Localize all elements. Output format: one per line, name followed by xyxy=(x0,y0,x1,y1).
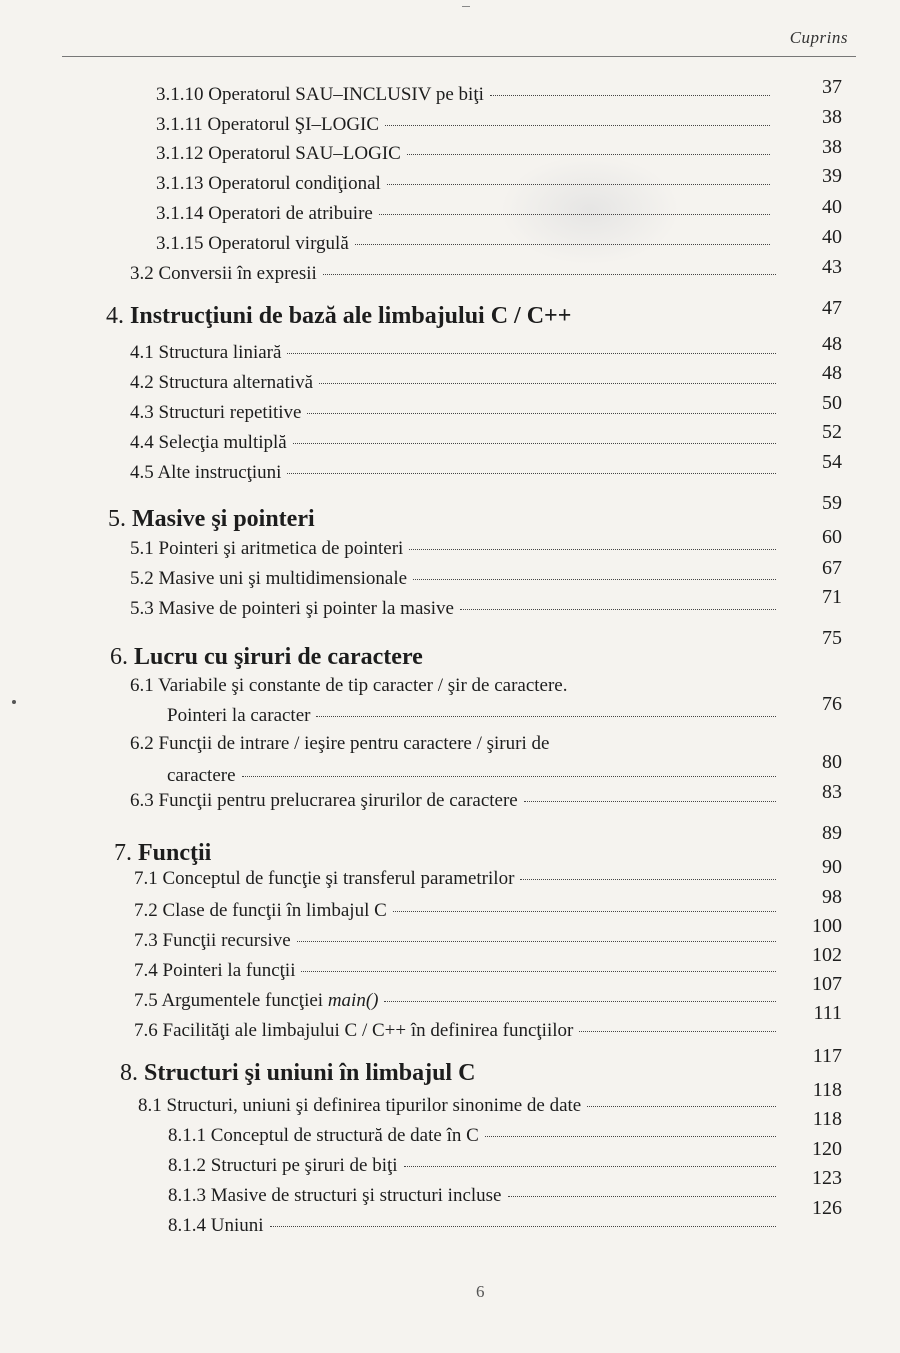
leader-dots xyxy=(385,125,770,126)
toc-entry-label: caractere xyxy=(167,765,236,786)
toc-page-number: 117 xyxy=(812,1045,842,1067)
toc-entry xyxy=(156,143,776,165)
toc-entry-label: 8.1 Structuri, uniuni şi definirea tipurilor sinonime de date xyxy=(138,1095,582,1116)
leader-dots xyxy=(355,244,770,245)
toc-entry-label: 3.1.11 Operatorul ŞI–LOGIC xyxy=(156,114,380,135)
leader-dots xyxy=(293,443,776,444)
chapter-number: 8. xyxy=(120,1060,138,1086)
toc-chapter xyxy=(110,644,423,671)
toc-page-number: 50 xyxy=(822,392,842,414)
leader-dots xyxy=(316,716,776,717)
leader-dots xyxy=(407,154,770,155)
toc-entry xyxy=(156,84,776,106)
toc-entry-label: 7.3 Funcţii recursive xyxy=(134,930,291,951)
leader-dots xyxy=(379,214,770,215)
leader-dots xyxy=(270,1226,776,1227)
toc-entry-label: 7.5 Argumentele funcţiei xyxy=(134,990,324,1011)
toc-entry xyxy=(167,705,782,727)
toc-page-number: 80 xyxy=(822,751,842,773)
toc-page-number: 83 xyxy=(822,781,842,803)
page-number-footer: 6 xyxy=(476,1282,485,1301)
toc-page-number: 123 xyxy=(812,1167,842,1189)
toc-entry xyxy=(168,1185,782,1207)
toc-page-number: 43 xyxy=(822,256,842,278)
toc-entry xyxy=(168,1155,782,1177)
leader-dots xyxy=(297,941,776,942)
leader-dots xyxy=(384,1001,776,1002)
chapter-title: Instrucţiuni de bază ale limbajului C / C++ xyxy=(130,303,572,329)
toc-page-number: 118 xyxy=(812,1108,842,1130)
toc-entry xyxy=(130,733,549,755)
toc-entry xyxy=(130,342,782,364)
leader-dots xyxy=(287,473,776,474)
leader-dots xyxy=(242,776,776,777)
toc-entry xyxy=(130,462,782,484)
toc-page-number: 48 xyxy=(822,362,842,384)
toc-page-number: 40 xyxy=(822,196,842,218)
chapter-title: Funcţii xyxy=(138,840,212,866)
toc-entry-label: 4.5 Alte instrucţiuni xyxy=(130,462,282,483)
toc-entry xyxy=(138,1095,782,1117)
toc-entry xyxy=(130,432,782,454)
leader-dots xyxy=(587,1106,776,1107)
toc-entry-label: 6.1 Variabile şi constante de tip caracter / şir de caractere. xyxy=(130,675,568,696)
leader-dots xyxy=(301,971,776,972)
toc-entry-label: 7.1 Conceptul de funcţie şi transferul parametrilor xyxy=(134,868,515,889)
toc-entry-label: 5.3 Masive de pointeri şi pointer la masive xyxy=(130,598,454,619)
toc-entry-label: 6.3 Funcţii pentru prelucrarea şirurilor de caractere xyxy=(130,790,518,811)
toc-entry-label: 6.2 Funcţii de intrare / ieşire pentru caractere / şiruri de xyxy=(130,733,550,754)
toc-page-number: 118 xyxy=(812,1079,842,1101)
toc-page-number: 37 xyxy=(822,76,842,98)
leader-dots xyxy=(524,801,776,802)
toc-entry-label: Pointeri la caracter xyxy=(167,705,311,726)
toc-entry-label: 8.1.3 Masive de structuri şi structuri incluse xyxy=(168,1185,502,1206)
leader-dots xyxy=(307,413,776,414)
toc-page-number: 38 xyxy=(822,106,842,128)
toc-chapter xyxy=(120,1060,475,1087)
toc-page-number: 100 xyxy=(812,915,842,937)
toc-chapter xyxy=(114,840,211,867)
toc-page-number: 89 xyxy=(822,822,842,844)
toc-page-number: 48 xyxy=(822,333,842,355)
chapter-number: 7. xyxy=(114,840,132,866)
toc-entry-label: 5.2 Masive uni şi multidimensionale xyxy=(130,568,408,589)
toc-chapter xyxy=(106,303,571,330)
toc-entry xyxy=(168,1125,782,1147)
toc-entry xyxy=(130,675,568,697)
toc-entry xyxy=(134,1020,782,1042)
toc-page-number: 107 xyxy=(812,973,842,995)
toc-entry-label: 3.1.15 Operatorul virgulă xyxy=(156,233,349,254)
toc-entry-label: 4.3 Structuri repetitive xyxy=(130,402,302,423)
toc-entry-label: 3.1.12 Operatorul SAU–LOGIC xyxy=(156,143,401,164)
toc-page-number: 54 xyxy=(822,451,842,473)
leader-dots xyxy=(409,549,776,550)
toc-page-number: 52 xyxy=(822,421,842,443)
toc-page-number: 39 xyxy=(822,165,842,187)
toc-entry-label: 3.1.13 Operatorul condiţional xyxy=(156,173,381,194)
toc-entry xyxy=(134,900,782,922)
toc-chapter xyxy=(108,506,315,533)
leader-dots xyxy=(287,353,776,354)
toc-entry xyxy=(168,1215,782,1237)
toc-entry xyxy=(130,790,782,812)
toc-entry-label: 5.1 Pointeri şi aritmetica de pointeri xyxy=(130,538,404,559)
chapter-number: 4. xyxy=(106,303,124,329)
leader-dots xyxy=(485,1136,776,1137)
toc-entry xyxy=(130,568,782,590)
toc-entry xyxy=(156,203,776,225)
toc-entry-label: 7.4 Pointeri la funcţii xyxy=(134,960,296,981)
chapter-title: Lucru cu şiruri de caractere xyxy=(134,644,423,670)
toc-page-number: 102 xyxy=(812,944,842,966)
chapter-number: 5. xyxy=(108,506,126,532)
toc-entry-label: 4.2 Structura alternativă xyxy=(130,372,314,393)
leader-dots xyxy=(520,879,776,880)
toc-page-number: 67 xyxy=(822,557,842,579)
toc-page-number: 111 xyxy=(813,1002,842,1024)
leader-dots xyxy=(490,95,770,96)
toc-page-number: 59 xyxy=(822,492,842,514)
toc-entry-label: 8.1.1 Conceptul de structură de date în C xyxy=(168,1125,479,1146)
toc-entry xyxy=(130,372,782,394)
toc-page-number: 38 xyxy=(822,136,842,158)
toc-entry xyxy=(156,114,776,136)
toc-entry xyxy=(134,930,782,952)
toc-entry xyxy=(130,402,782,424)
toc-entry-label-italic: main() xyxy=(327,990,379,1011)
toc-page-number: 47 xyxy=(822,297,842,319)
toc-entry xyxy=(130,598,782,620)
toc-page-number: 60 xyxy=(822,526,842,548)
toc-page-number: 75 xyxy=(822,627,842,649)
toc-entry-label: 3.1.14 Operatori de atribuire xyxy=(156,203,373,224)
toc-entry xyxy=(167,765,782,787)
toc-entry-label: 4.4 Selecţia multiplă xyxy=(130,432,287,453)
leader-dots xyxy=(387,184,770,185)
toc-entry-label: 3.1.10 Operatorul SAU–INCLUSIV pe biţi xyxy=(156,84,484,105)
chapter-number: 6. xyxy=(110,644,128,670)
running-header-title: Cuprins xyxy=(789,28,848,47)
toc-entry xyxy=(130,263,782,285)
toc-page-number: 40 xyxy=(822,226,842,248)
toc-entry-label: 7.6 Facilităţi ale limbajului C / C++ în definirea funcţiilor xyxy=(134,1020,574,1041)
toc-entry xyxy=(134,960,782,982)
toc-entry xyxy=(156,233,776,255)
toc-entry xyxy=(130,538,782,560)
toc-entry xyxy=(134,990,782,1012)
toc-page-number: 90 xyxy=(822,856,842,878)
leader-dots xyxy=(319,383,776,384)
leader-dots xyxy=(579,1031,776,1032)
toc-page-number: 76 xyxy=(822,693,842,715)
toc-entry-label: 4.1 Structura liniară xyxy=(130,342,282,363)
leader-dots xyxy=(460,609,776,610)
toc-entry xyxy=(134,868,782,890)
toc-entry xyxy=(156,173,776,195)
leader-dots xyxy=(413,579,776,580)
chapter-title: Structuri şi uniuni în limbajul C xyxy=(144,1060,476,1086)
leader-dots xyxy=(393,911,776,912)
toc-page-number: 126 xyxy=(812,1197,842,1219)
toc-page-number: 71 xyxy=(822,586,842,608)
toc-entry-label: 7.2 Clase de funcţii în limbajul C xyxy=(134,900,387,921)
leader-dots xyxy=(323,274,776,275)
leader-dots xyxy=(508,1196,777,1197)
toc-page-number: 98 xyxy=(822,886,842,908)
toc-entry-label: 8.1.4 Uniuni xyxy=(168,1215,264,1236)
chapter-title: Masive şi pointeri xyxy=(132,506,315,532)
toc-entry-label: 8.1.2 Structuri pe şiruri de biţi xyxy=(168,1155,398,1176)
leader-dots xyxy=(404,1166,776,1167)
toc-entry-label: 3.2 Conversii în expresii xyxy=(130,263,317,284)
toc-page-number: 120 xyxy=(812,1138,842,1160)
